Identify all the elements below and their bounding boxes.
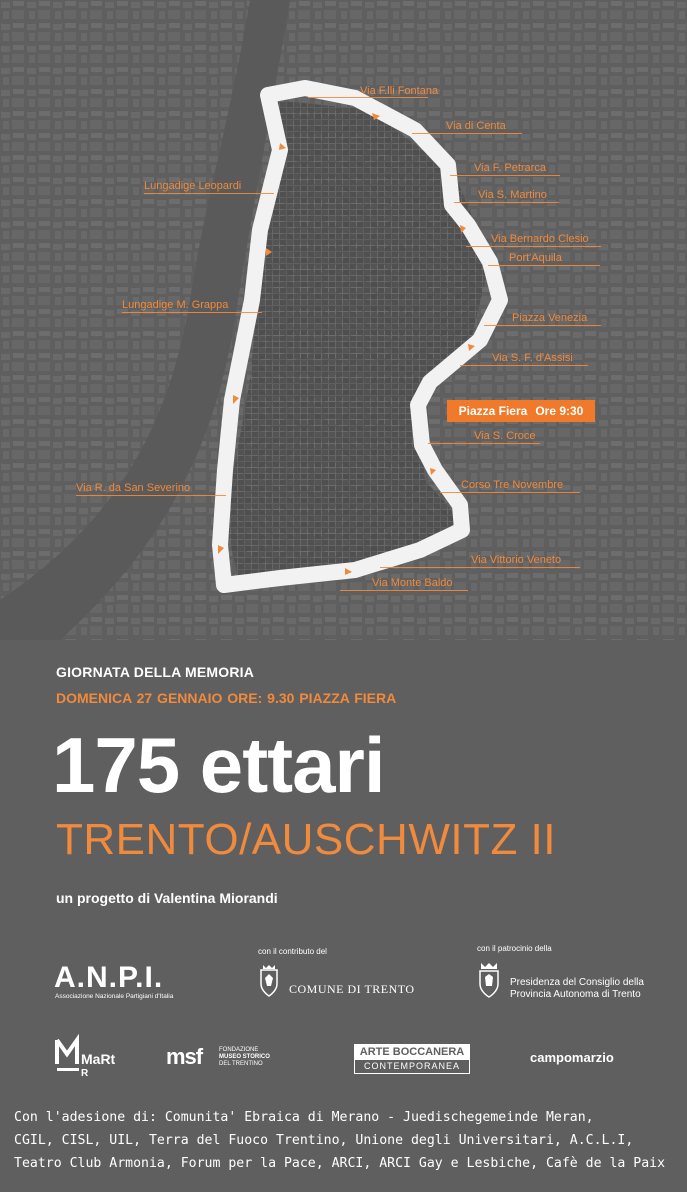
patrocinio-label: con il patrocinio della — [477, 944, 552, 953]
street-label-fontana: Via F.lli Fontana — [360, 85, 439, 97]
msf-subtitle — [219, 1047, 270, 1068]
svg-text:R: R — [81, 1068, 89, 1079]
anpi-subtitle: Associazione Nazionale Partigiani d'Italia — [55, 993, 174, 1000]
street-leader-line — [466, 246, 601, 247]
adesione-text — [14, 1106, 679, 1175]
street-leader-line — [460, 365, 588, 366]
event-label: GIORNATA DELLA MEMORIA — [56, 664, 255, 680]
street-label-martino: Via S. Martino — [478, 189, 547, 201]
street-label-aquila: Port'Aquila — [509, 252, 562, 264]
street-leader-line — [144, 193, 274, 194]
msf-logo: msf — [166, 1044, 203, 1069]
street-leader-line — [488, 265, 600, 266]
street-label-croce: Via S. Croce — [474, 430, 536, 442]
msf-sub-line3: DEL TRENTINO — [219, 1061, 263, 1067]
street-leader-line — [380, 567, 580, 568]
street-label-baldo: Via Monte Baldo — [372, 577, 453, 589]
street-label-severino: Via R. da San Severino — [76, 482, 191, 494]
arte-top-text: ARTE BOCCANERA — [355, 1045, 469, 1060]
street-label-centa: Via di Centa — [446, 120, 506, 132]
provincia-line1: Presidenza del Consiglio della — [510, 977, 644, 988]
street-leader-line — [308, 97, 428, 98]
provincia-line2: Provincia Autonoma di Trento — [510, 989, 641, 1000]
arte-bottom-text: CONTEMPORANEA — [363, 1061, 460, 1071]
author-credit: un progetto di Valentina Miorandi — [56, 890, 278, 906]
meeting-place: Piazza Fiera — [458, 404, 528, 418]
provincia-crest-icon — [477, 962, 501, 998]
street-leader-line — [454, 202, 559, 203]
comune-logo-text: COMUNE DI TRENTO — [289, 982, 415, 996]
street-label-venezia: Piazza Venezia — [512, 312, 588, 324]
meeting-point-badge — [447, 400, 595, 422]
street-leader-line — [484, 325, 601, 326]
adesione-line1: Con l'adesione di: Comunita' Ebraica di Merano - Juedischegemeinde Meran, — [14, 1110, 594, 1125]
street-label-assisi: Via S. F. d'Assisi — [492, 352, 573, 364]
street-label-petrarca: Via F. Petrarca — [474, 162, 546, 174]
street-leader-line — [450, 175, 560, 176]
meeting-time: Ore 9:30 — [535, 404, 584, 418]
street-label-trenovembre: Corso Tre Novembre — [461, 479, 564, 491]
poster-subtitle: TRENTO/AUSCHWITZ II — [56, 815, 557, 864]
msf-sub-line2: MUSEO STORICO — [219, 1054, 270, 1060]
comune-crest-icon — [258, 964, 280, 998]
adesione-line3: Teatro Club Armonia, Forum per la Pace, ARCI, ARCI Gay e Lesbiche, Cafè de la Paix — [14, 1156, 666, 1171]
street-leader-line — [412, 133, 522, 134]
street-leader-line — [76, 495, 226, 496]
street-leader-line — [440, 492, 580, 493]
street-label-veneto: Via Vittorio Veneto — [471, 554, 562, 566]
street-label-leopardi: Lungadige Leopardi — [144, 180, 242, 192]
mart-logo-text: MaRt — [81, 1051, 116, 1067]
arte-boccanera-logo — [354, 1044, 470, 1074]
msf-sub-line1: FONDAZIONE — [219, 1047, 259, 1053]
provincia-text — [510, 977, 644, 1001]
anpi-logo: A.N.P.I. — [54, 961, 164, 994]
street-label-grappa: Lungadige M. Grappa — [122, 299, 229, 311]
street-leader-line — [122, 312, 262, 313]
street-leader-line — [428, 443, 540, 444]
adesione-line2: CGIL, CISL, UIL, Terra del Fuoco Trentino, Unione degli Universitari, A.C.L.I, — [14, 1133, 634, 1148]
contributo-label: con il contributo del — [258, 947, 327, 956]
street-leader-line — [340, 590, 468, 591]
mart-logo-icon — [55, 1038, 116, 1079]
poster-title: 175 ettari — [52, 721, 385, 809]
street-label-clesio: Via Bernardo Clesio — [491, 233, 589, 245]
event-date: DOMENICA 27 GENNAIO ORE: 9.30 PIAZZA FIERA — [56, 690, 397, 706]
campomarzio-logo: campomarzio — [530, 1050, 614, 1065]
